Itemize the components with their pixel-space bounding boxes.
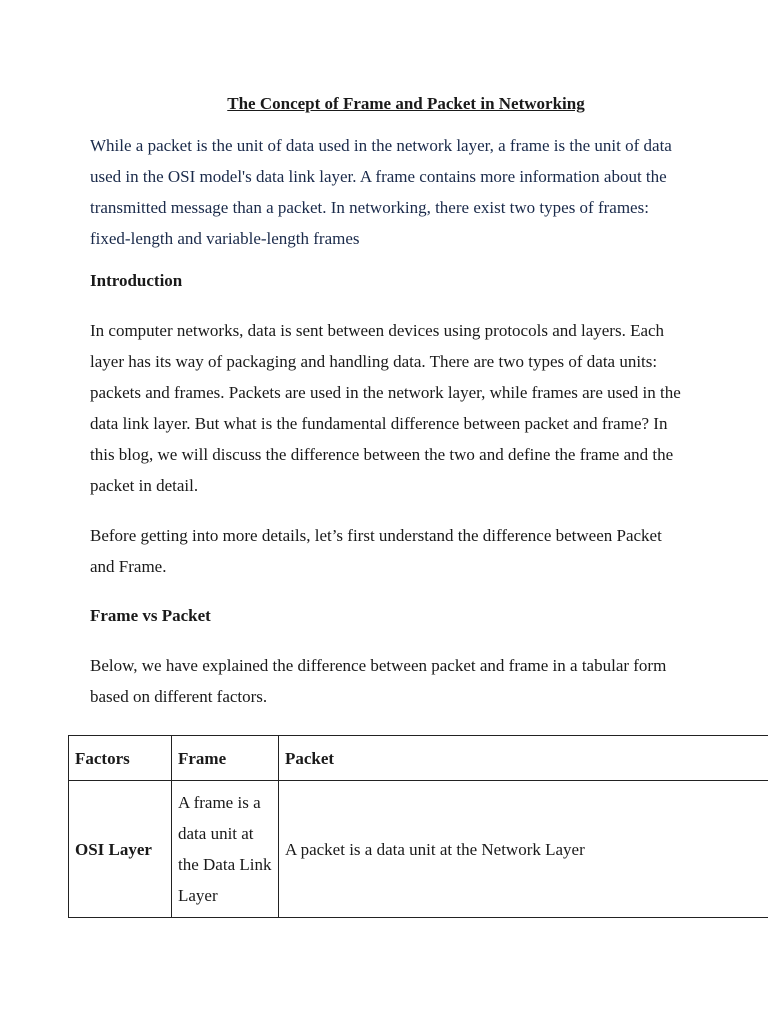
header-frame: Frame bbox=[172, 736, 279, 781]
table-row bbox=[69, 781, 768, 918]
document-title: The Concept of Frame and Packet in Networking bbox=[227, 94, 585, 113]
cell-frame: A frame is a data unit at the Data Link Layer bbox=[172, 781, 279, 918]
section-heading-frame-vs-packet: Frame vs Packet bbox=[90, 606, 211, 625]
header-packet: Packet bbox=[279, 736, 768, 781]
cell-packet: A packet is a data unit at the Network Layer bbox=[279, 781, 768, 918]
comparison-table bbox=[68, 735, 768, 918]
table-header-row bbox=[69, 736, 768, 781]
header-factors: Factors bbox=[69, 736, 172, 781]
section-heading-introduction: Introduction bbox=[90, 271, 183, 290]
cell-factor: OSI Layer bbox=[69, 781, 172, 918]
table-intro-paragraph: Below, we have explained the difference between packet and frame in a tabular form based on different factors. bbox=[90, 656, 667, 706]
introduction-paragraph: In computer networks, data is sent between devices using protocols and layers. Each layer has its way of packaging and handling data. There are two types of data units: packets and frames. Packets are used in the network layer, while frames are used in the data link layer. But what is the fundamental difference between packet and frame? In this blog, we will discuss the difference between the two and define the frame and the packet in detail. bbox=[90, 321, 681, 495]
transition-paragraph: Before getting into more details, let’s first understand the difference between Packet and Frame. bbox=[90, 526, 662, 576]
intro-paragraph: While a packet is the unit of data used in the network layer, a frame is the unit of data used in the OSI model's data link layer. A frame contains more information about the transmitted message than a packet. In networking, there exist two types of frames: fixed-length and variable-length frames bbox=[90, 136, 672, 248]
